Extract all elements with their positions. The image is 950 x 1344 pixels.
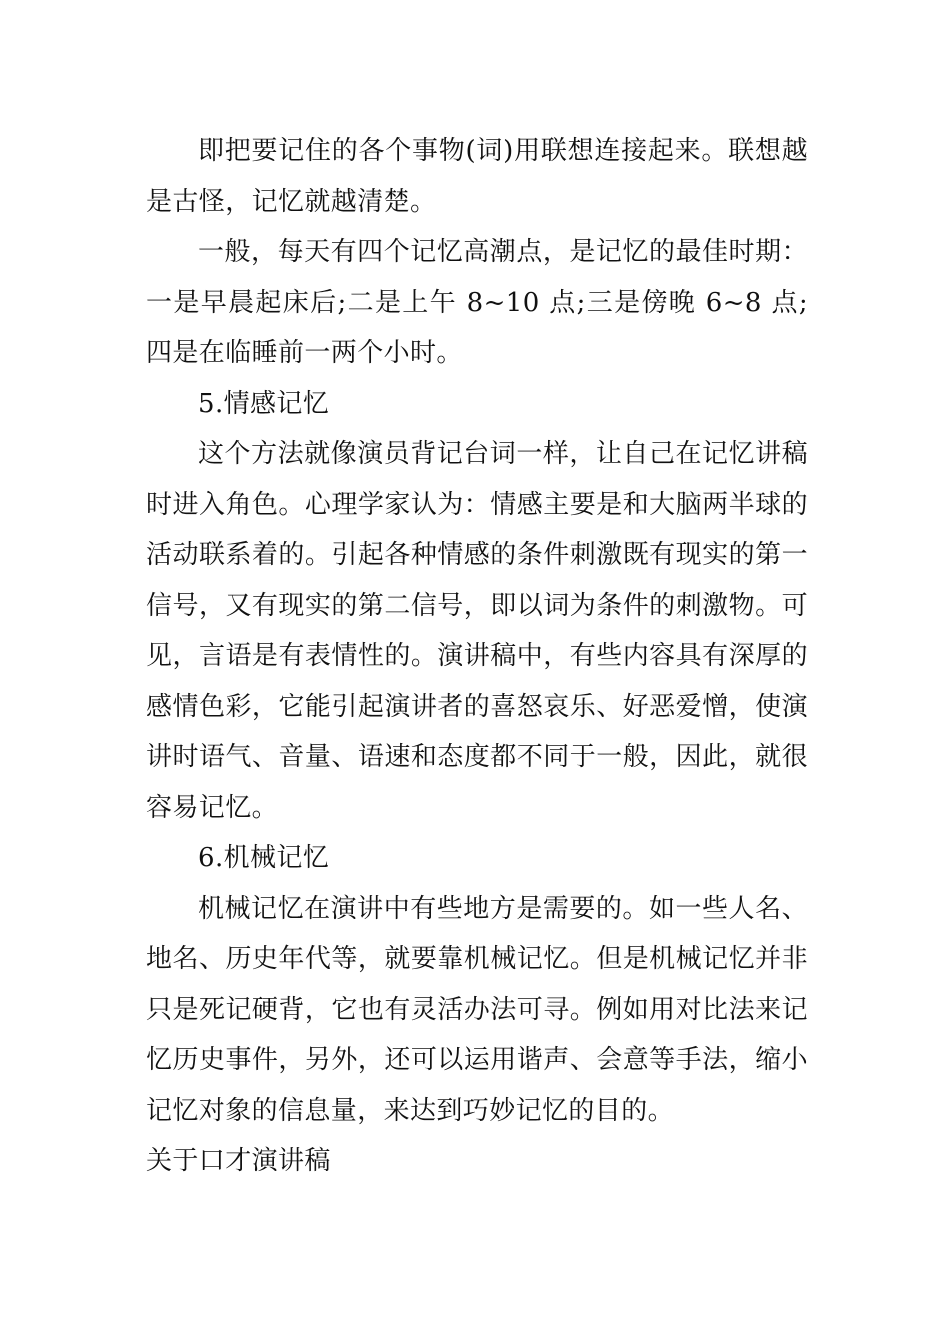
document-body <box>146 126 808 1187</box>
heading-emotional-memory: 5.情感记忆 <box>198 388 330 419</box>
heading-mechanical-memory: 6.机械记忆 <box>198 843 330 873</box>
paragraph-mechanical-memory: 机械记忆在演讲中有些地方是需要的。如一些人名、地名、历史年代等，就要靠机械记忆。但是机械记忆并非只是死记硬背，它也有灵活办法可寻。例如用对比法来记忆历史事件，另外，还可以运用谐声、会意等手法，缩小记忆对象的信息量，来达到巧妙记忆的目的。 <box>146 893 808 1126</box>
paragraph-association: 即把要记住的各个事物(词)用联想连接起来。联想越是古怪，记忆就越清楚。 <box>146 136 808 217</box>
section-title: 关于口才演讲稿 <box>146 1146 331 1176</box>
paragraph-memory-peaks: 一般，每天有四个记忆高潮点，是记忆的最佳时期：一是早晨起床后;二是上午 8~10 点;三是傍晚 6~8 点;四是在临睡前一两个小时。 <box>146 237 808 368</box>
paragraph-emotional-memory: 这个方法就像演员背记台词一样，让自己在记忆讲稿时进入角色。心理学家认为：情感主要是和大脑两半球的活动联系着的。引起各种情感的条件刺激既有现实的第一信号，又有现实的第二信号，即以词为条件的刺激物。可见，言语是有表情性的。演讲稿中，有些内容具有深厚的感情色彩，它能引起演讲者的喜怒哀乐、好恶爱憎，使演讲时语气、音量、语速和态度都不同于一般，因此，就很容易记忆。 <box>146 439 808 823</box>
